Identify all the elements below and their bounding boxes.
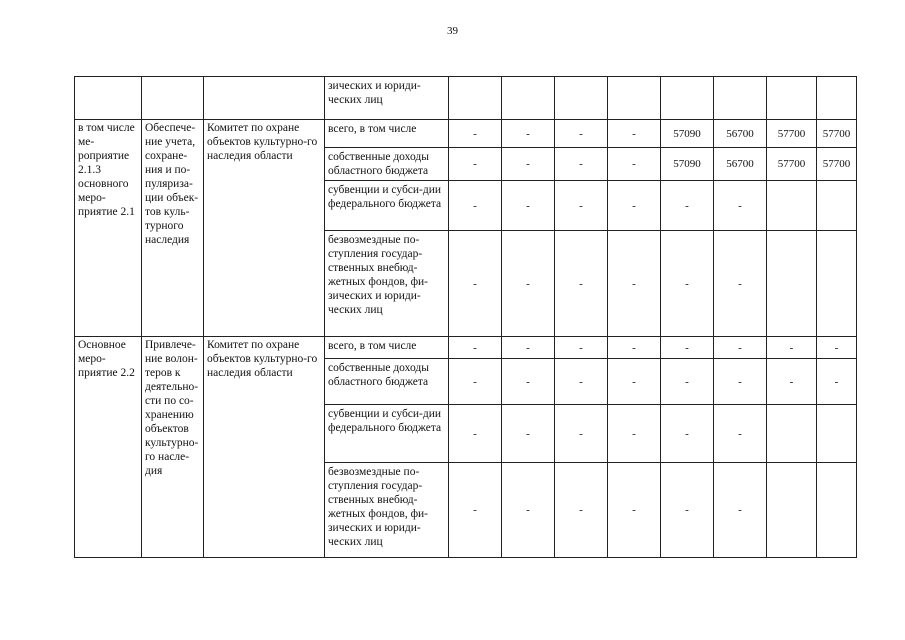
funding-source-cell: собственные доходы областного бюджета: [325, 359, 449, 405]
value-cell: [767, 405, 817, 463]
value-cell: [449, 77, 502, 120]
table-row: [75, 77, 857, 120]
value-cell: -: [714, 359, 767, 405]
value-cell: 57090: [661, 120, 714, 148]
value-cell: -: [661, 181, 714, 231]
value-cell: 57700: [767, 120, 817, 148]
value-cell: -: [502, 463, 555, 558]
value-cell: -: [555, 148, 608, 181]
value-cell: -: [502, 181, 555, 231]
value-cell: -: [502, 359, 555, 405]
table-row: [75, 337, 857, 359]
value-cell: -: [608, 337, 661, 359]
value-cell: -: [449, 463, 502, 558]
value-cell: 57700: [817, 148, 857, 181]
empty-cell: [142, 77, 204, 120]
executor-cell: Комитет по охране объектов культурно-го наследия области: [204, 337, 325, 558]
value-cell: -: [449, 359, 502, 405]
value-cell: -: [449, 231, 502, 337]
value-cell: [817, 405, 857, 463]
funding-source-cell: безвозмездные по-ступления государ-ственных внебюд-жетных фондов, фи-зических и юриди-ческих лиц: [325, 231, 449, 337]
measure-name-cell: Основное меро-приятие 2.2: [75, 337, 142, 558]
value-cell: [608, 77, 661, 120]
measure-description-cell: Обеспече-ние учета, сохране-ния и по-пуляриза-ции объек-тов куль-турного наследия: [142, 120, 204, 337]
value-cell: -: [661, 337, 714, 359]
value-cell: -: [502, 148, 555, 181]
funding-source-cell: всего, в том числе: [325, 120, 449, 148]
value-cell: -: [608, 181, 661, 231]
value-cell: [817, 231, 857, 337]
measure-description-cell: Привлече-ние волон-теров к деятельно-сти по со-хранению объектов культурно-го насле-дия: [142, 337, 204, 558]
value-cell: [817, 181, 857, 231]
value-cell: -: [661, 359, 714, 405]
value-cell: [502, 77, 555, 120]
executor-cell: Комитет по охране объектов культурно-го наследия области: [204, 120, 325, 337]
empty-cell: [75, 77, 142, 120]
value-cell: -: [714, 181, 767, 231]
value-cell: -: [714, 231, 767, 337]
value-cell: -: [449, 148, 502, 181]
value-cell: [767, 181, 817, 231]
value-cell: -: [608, 405, 661, 463]
value-cell: -: [555, 337, 608, 359]
value-cell: -: [555, 231, 608, 337]
value-cell: [767, 231, 817, 337]
value-cell: -: [817, 359, 857, 405]
funding-source-cell: зических и юриди- ческих лиц: [325, 77, 449, 120]
value-cell: -: [502, 120, 555, 148]
funding-source-cell: субвенции и субси-дии федерального бюджета: [325, 405, 449, 463]
value-cell: -: [714, 463, 767, 558]
value-cell: [767, 77, 817, 120]
table-row: [75, 120, 857, 148]
empty-cell: [204, 77, 325, 120]
value-cell: 56700: [714, 120, 767, 148]
value-cell: -: [817, 337, 857, 359]
funding-source-cell: безвозмездные по-ступления государ-ственных внебюд-жетных фондов, фи-зических и юриди-ческих лиц: [325, 463, 449, 558]
value-cell: -: [449, 405, 502, 463]
value-cell: -: [449, 181, 502, 231]
value-cell: -: [555, 463, 608, 558]
value-cell: [817, 463, 857, 558]
page-number: 39: [447, 25, 458, 37]
value-cell: [817, 77, 857, 120]
value-cell: -: [502, 405, 555, 463]
value-cell: -: [502, 337, 555, 359]
measure-name-cell: в том числе ме-роприятие 2.1.3 основного меро-приятие 2.1: [75, 120, 142, 337]
value-cell: [714, 77, 767, 120]
value-cell: -: [661, 231, 714, 337]
value-cell: 57700: [767, 148, 817, 181]
value-cell: -: [608, 148, 661, 181]
value-cell: -: [555, 120, 608, 148]
funding-source-cell: собственные доходы областного бюджета: [325, 148, 449, 181]
value-cell: -: [714, 337, 767, 359]
budget-table: [74, 76, 857, 558]
value-cell: 57700: [817, 120, 857, 148]
value-cell: -: [767, 337, 817, 359]
value-cell: -: [608, 359, 661, 405]
value-cell: [555, 77, 608, 120]
value-cell: [767, 463, 817, 558]
value-cell: -: [661, 405, 714, 463]
funding-source-cell: всего, в том числе: [325, 337, 449, 359]
value-cell: -: [449, 337, 502, 359]
value-cell: -: [555, 405, 608, 463]
value-cell: -: [767, 359, 817, 405]
value-cell: -: [661, 463, 714, 558]
value-cell: -: [449, 120, 502, 148]
value-cell: -: [555, 181, 608, 231]
value-cell: 57090: [661, 148, 714, 181]
value-cell: [661, 77, 714, 120]
funding-source-cell: субвенции и субси-дии федерального бюджета: [325, 181, 449, 231]
value-cell: -: [502, 231, 555, 337]
value-cell: 56700: [714, 148, 767, 181]
value-cell: -: [608, 463, 661, 558]
value-cell: -: [714, 405, 767, 463]
value-cell: -: [608, 231, 661, 337]
value-cell: -: [555, 359, 608, 405]
value-cell: -: [608, 120, 661, 148]
